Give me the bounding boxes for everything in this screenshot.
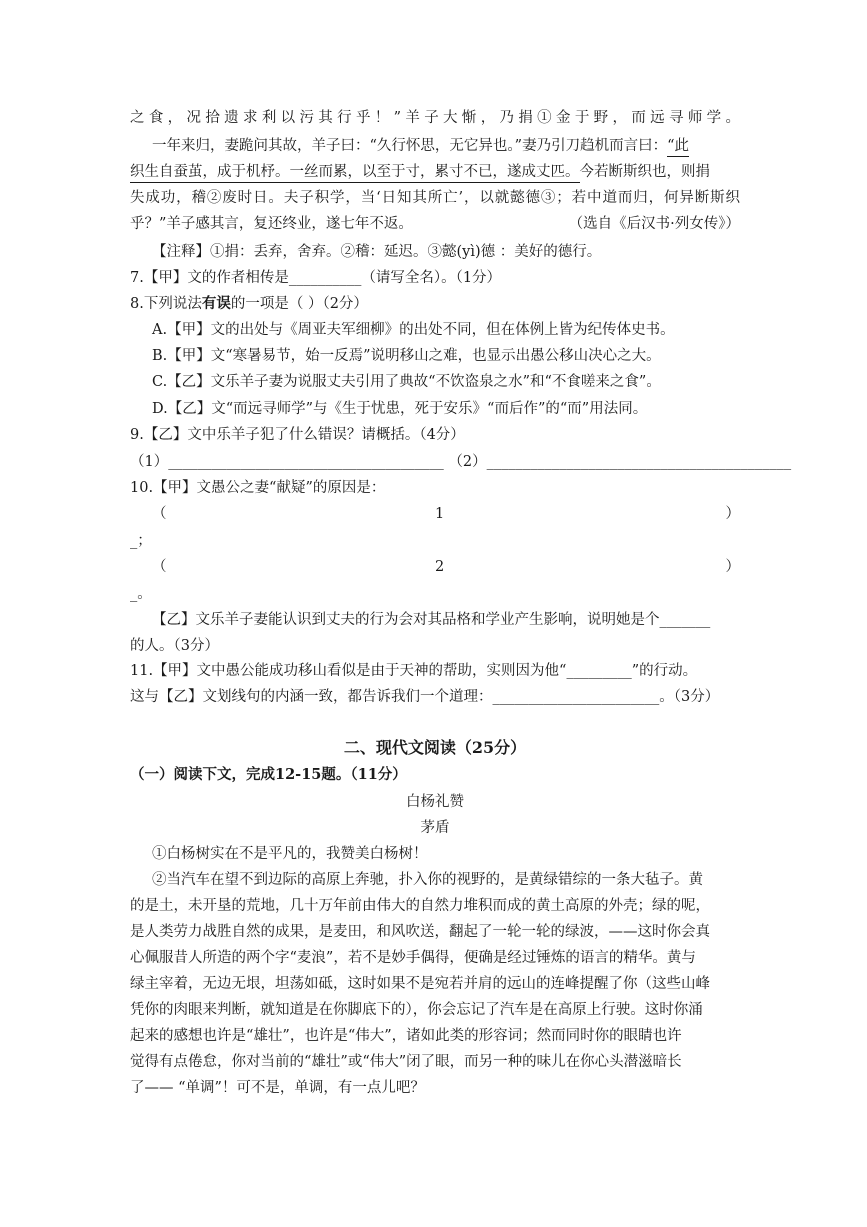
blank-number: 1 [435,506,445,522]
text-fragment: 的一项是（ ）（2分） [230,296,368,312]
option-b: B.【甲】文“寒暑易节，始一反焉”说明移山之难，也显示出愚公移山决心之大。 [152,348,661,364]
underlined-text: 织生自蚕茧，成于机杼。一丝而累，以至于寸，累寸不已，遂成丈匹。 [130,162,580,183]
essay-title: 白杨礼赞 [406,794,464,810]
text-fragment: 乎？”羊子感其言，复还终业，遂七年不返。 [130,216,413,232]
essay-line: 了—— “单调”！可不是，单调，有一点儿吧？ [130,1080,425,1096]
paren-left: （ [152,559,167,575]
text-line: 失成功，稽②废时日。夫子积学，当‘日知其所亡’，以就懿德③；若中道而归，何异断斯织 [130,190,740,206]
paren-right: ） [725,559,740,575]
essay-paragraph-1: ①白杨树实在不是平凡的，我赞美白杨树！ [152,846,428,862]
text-line: 之食，况拾遗求利以污其行乎！”羊子大惭，乃捐①金于野，而远寻师学。 [130,110,740,126]
answer-end-1: _； [130,533,152,549]
source-citation: （选自《后汉书·列女传》） [568,216,740,232]
paren-left: （ [152,506,167,522]
essay-line: ②当汽车在望不到边际的高原上奔驰，扑入你的视野的，是黄绿错综的一条大毡子。黄 [152,872,703,888]
answer-blank-2: （2）__________________________________________ [448,454,792,470]
option-d: D.【乙】文“而远寻师学”与《生于忧患，死于安乐》“而后作”的“而”用法同。 [152,401,648,417]
essay-line: 是人类劳力战胜自然的成果，是麦田，和风吹送，翻起了一轮一轮的绿波，——这时你会真 [130,924,710,940]
text-fragment: 8.下列说法 [130,296,202,312]
annotation-note: 【注释】①捐：丢弃，舍弃。②稽：延迟。③懿(yì)德 ：美好的德行。 [152,244,602,260]
essay-line: 的是土，未开垦的荒地，几十万年前由伟大的自然力堆积而成的黄土高原的外壳；绿的呢， [130,898,710,914]
essay-line: 觉得有点倦怠，你对当前的“雄壮”或“伟大”闭了眼，而另一种的味儿在你心头潜滋暗长 [130,1054,682,1070]
text-line: 的人。（3分） [130,638,219,654]
question-11: 11.【甲】文中愚公能成功移山看似是由于天神的帮助，实则因为他“_________”的行动。 [130,663,698,679]
text-line: 这与【乙】文划线句的内涵一致，都告诉我们一个道理：_______________________。（3分） [130,689,720,705]
paren-right: ） [725,506,740,522]
text-line [130,214,740,234]
question-10: 10.【甲】文愚公之妻“献疑”的原因是： [130,480,386,496]
text-line [152,136,712,157]
section-title: 二、现代文阅读（25分） [343,738,527,757]
question-9-blanks [130,452,792,472]
underlined-text: “此 [667,136,689,157]
essay-line: 凭你的肉眼来判断，就知道是在你脚底下的），你会忘记了汽车是在高原上行驶。这时你涌 [130,1002,703,1018]
answer-blank-1: （1）______________________________________ [130,454,444,470]
text-fragment: 今若断斯织也，则捐 [579,164,710,180]
essay-line: 起来的感想也许是“雄壮”，也许是“伟大”，诸如此类的形容词；然而同时你的眼睛也许 [130,1028,682,1044]
option-c: C.【乙】文乐羊子妻为说服丈夫引用了典故“不饮盗泉之水”和“不食嗟来之食”。 [152,374,661,390]
question-7: 7.【甲】文的作者相传是__________（请写全名）。（1分） [130,270,502,286]
option-a: A.【甲】文的出处与《周亚夫军细柳》的出处不同，但在体例上皆为纪传体史书。 [152,322,675,338]
essay-author: 茅盾 [420,820,450,836]
answer-end-2: _。 [130,586,152,602]
question-9: 9.【乙】文中乐羊子犯了什么错误？请概括。（4分） [130,427,465,443]
section-subtitle: （一）阅读下文，完成12-15题。（11分） [130,766,407,783]
emphasis-text: 有误 [201,295,231,312]
essay-line: 心佩服昔人所造的两个字“麦浪”，若不是妙手偶得，便确是经过锤炼的语言的精华。黄与 [130,950,696,966]
question-8 [130,294,740,314]
blank-number: 2 [435,559,445,575]
text-line [130,162,740,183]
question-10-part2: 【乙】文乐羊子妻能认识到丈夫的行为会对其品格和学业产生影响，说明她是个_______ [152,612,711,628]
text-fragment: 一年来归，妻跪问其故，羊子曰：“久行怀思，无它异也。”妻乃引刀趋机而言曰： [152,138,668,154]
essay-line: 绿主宰着，无边无垠，坦荡如砥，这时如果不是宛若并肩的远山的连峰提醒了你（这些山峰 [130,976,710,992]
